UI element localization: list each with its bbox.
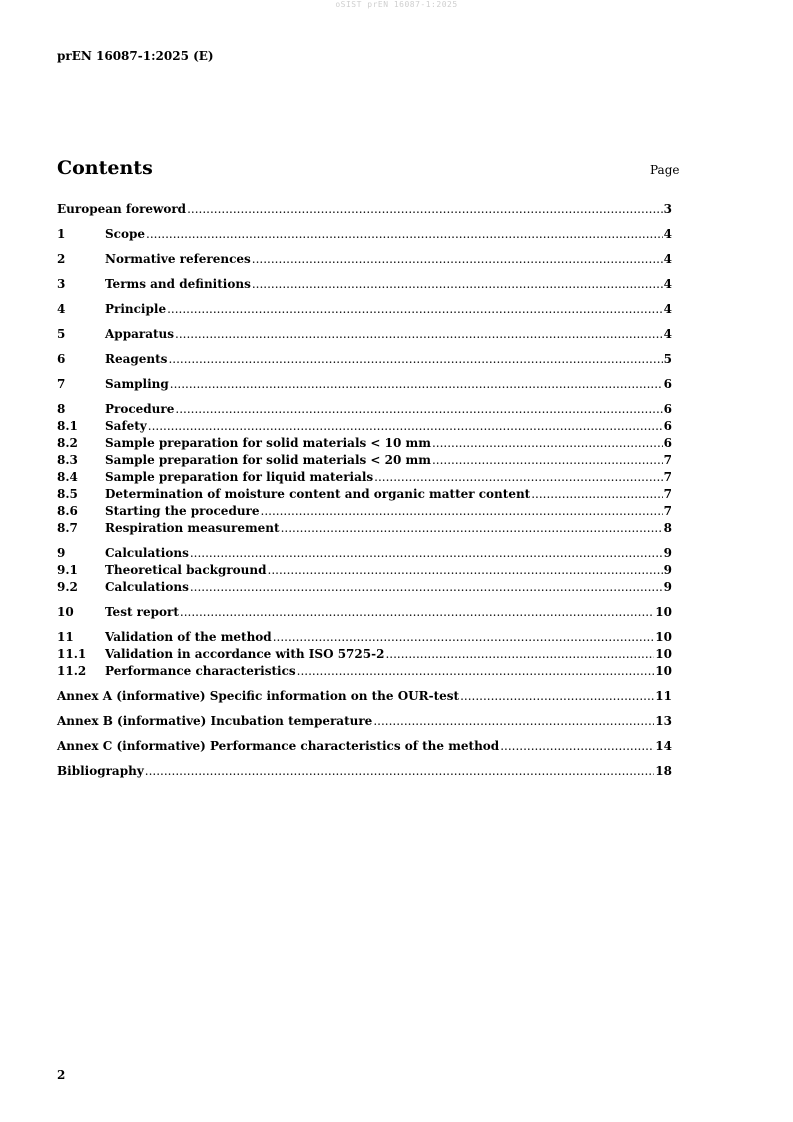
toc-entry-number: 1: [57, 227, 66, 241]
watermark: oSIST prEN 16087-1:2025: [335, 0, 458, 9]
toc-entry-number: 8.5: [57, 487, 78, 501]
toc-entry[interactable]: [57, 376, 672, 393]
toc-entry-page: 4: [663, 302, 672, 316]
toc-entry[interactable]: [57, 251, 672, 268]
dot-leader: [385, 646, 654, 663]
toc-entry-page: 5: [663, 352, 672, 366]
dot-leader: [273, 629, 655, 646]
toc-entry-page: 4: [663, 277, 672, 291]
toc-entry-title: Annex C (informative) Performance characteristics of the method: [57, 739, 500, 753]
toc-entry-title: Bibliography: [57, 764, 144, 778]
dot-leader: [146, 226, 663, 243]
toc-entry-number: 8.7: [57, 521, 78, 535]
toc-entry-title: Terms and definitions: [105, 277, 251, 291]
dot-leader: [297, 663, 655, 680]
toc-entry-page: 4: [663, 327, 672, 341]
toc-entry[interactable]: [57, 545, 672, 562]
toc-entry-number: 8.4: [57, 470, 78, 484]
toc-entry[interactable]: [57, 604, 672, 621]
toc-entry[interactable]: [57, 713, 672, 730]
toc-entry-number: 9.2: [57, 580, 78, 594]
toc-entry[interactable]: [57, 503, 672, 520]
toc-entry-page: 8: [663, 521, 672, 535]
dot-leader: [252, 251, 663, 268]
contents-heading: Contents: [57, 157, 153, 179]
dot-leader: [145, 763, 655, 780]
toc-entry-title: Test report: [105, 605, 179, 619]
toc-entry-page: 10: [655, 630, 672, 644]
toc-entry-page: 3: [663, 202, 672, 216]
dot-leader: [281, 520, 663, 537]
toc-entry-number: 9.1: [57, 563, 78, 577]
page-column-label: Page: [650, 163, 680, 177]
toc-entry-page: 9: [663, 563, 672, 577]
toc-entry-title: Normative references: [105, 252, 251, 266]
toc-entry[interactable]: [57, 276, 672, 293]
toc-entry-title: Determination of moisture content and organic matter content: [105, 487, 531, 501]
dot-leader: [190, 579, 663, 596]
toc-entry-page: 6: [663, 377, 672, 391]
toc-entry[interactable]: [57, 301, 672, 318]
toc-entry[interactable]: [57, 418, 672, 435]
toc-entry-page: 4: [663, 227, 672, 241]
toc-entry-title: Validation of the method: [105, 630, 272, 644]
toc-entry[interactable]: [57, 226, 672, 243]
toc-entry[interactable]: [57, 351, 672, 368]
toc-entry-page: 7: [663, 453, 672, 467]
dot-leader: [373, 713, 654, 730]
toc-entry-number: 3: [57, 277, 66, 291]
toc-entry-number: 8.2: [57, 436, 78, 450]
toc-entry-page: 18: [655, 764, 672, 778]
toc-entry[interactable]: [57, 401, 672, 418]
dot-leader: [268, 562, 663, 579]
toc-entry[interactable]: [57, 326, 672, 343]
toc-entry-page: 6: [663, 402, 672, 416]
toc-entry-title: Sampling: [105, 377, 169, 391]
toc-entry-title: Calculations: [105, 580, 189, 594]
dot-leader: [190, 545, 663, 562]
toc-entry-title: Apparatus: [105, 327, 174, 341]
dot-leader: [148, 418, 663, 435]
toc-entry-number: 7: [57, 377, 66, 391]
dot-leader: [170, 376, 663, 393]
toc-entry-page: 10: [655, 647, 672, 661]
toc-entry[interactable]: [57, 201, 672, 218]
dot-leader: [167, 301, 663, 318]
toc-entry[interactable]: [57, 763, 672, 780]
toc-entry[interactable]: [57, 663, 672, 680]
dot-leader: [175, 326, 663, 343]
toc-entry-title: Principle: [105, 302, 167, 316]
toc-entry[interactable]: [57, 486, 672, 503]
dot-leader: [374, 469, 662, 486]
toc-entry-title: Scope: [105, 227, 146, 241]
toc-entry-number: 9: [57, 546, 66, 560]
toc-entry-page: 11: [655, 689, 672, 703]
toc-entry-title: Annex A (informative) Specific information on the OUR-test: [57, 689, 460, 703]
dot-leader: [168, 351, 662, 368]
toc-entry-page: 13: [655, 714, 672, 728]
toc-entry-page: 7: [663, 487, 672, 501]
dot-leader: [432, 452, 663, 469]
toc-entry-page: 9: [663, 580, 672, 594]
toc-entry-title: Theoretical background: [105, 563, 267, 577]
toc-entry[interactable]: [57, 435, 672, 452]
dot-leader: [531, 486, 662, 503]
toc-entry-number: 10: [57, 605, 74, 619]
page-number: 2: [57, 1068, 66, 1082]
toc-entry-title: Reagents: [105, 352, 168, 366]
dot-leader: [180, 604, 654, 621]
dot-leader: [261, 503, 663, 520]
toc-entry-number: 8.1: [57, 419, 78, 433]
toc-entry-number: 11.1: [57, 647, 87, 661]
toc-entry-page: 10: [655, 664, 672, 678]
toc-entry-number: 8.3: [57, 453, 78, 467]
toc-entry-title: Validation in accordance with ISO 5725-2: [105, 647, 385, 661]
toc-entry-title: Procedure: [105, 402, 175, 416]
toc-entry-page: 6: [663, 419, 672, 433]
toc-entry[interactable]: [57, 469, 672, 486]
toc-entry[interactable]: [57, 688, 672, 705]
toc-entry-number: 2: [57, 252, 66, 266]
dot-leader: [175, 401, 662, 418]
toc-entry-number: 5: [57, 327, 66, 341]
dot-leader: [187, 201, 663, 218]
toc-entry-title: Safety: [105, 419, 147, 433]
table-of-contents: [57, 201, 672, 780]
toc-entry-title: Performance characteristics: [105, 664, 296, 678]
toc-entry-page: 7: [663, 504, 672, 518]
dot-leader: [252, 276, 663, 293]
toc-entry-title: Sample preparation for solid materials < 10 mm: [105, 436, 431, 450]
toc-entry-page: 14: [655, 739, 672, 753]
toc-entry-number: 6: [57, 352, 66, 366]
toc-entry-page: 4: [663, 252, 672, 266]
toc-entry-title: Starting the procedure: [105, 504, 260, 518]
toc-entry-page: 7: [663, 470, 672, 484]
dot-leader: [460, 688, 654, 705]
toc-entry-number: 11: [57, 630, 74, 644]
toc-entry-number: 8: [57, 402, 66, 416]
toc-entry-number: 11.2: [57, 664, 87, 678]
toc-entry-title: Sample preparation for solid materials < 20 mm: [105, 453, 431, 467]
toc-entry[interactable]: [57, 646, 672, 663]
toc-entry-title: Respiration measurement: [105, 521, 280, 535]
toc-entry[interactable]: [57, 738, 672, 755]
toc-entry[interactable]: [57, 579, 672, 596]
dot-leader: [432, 435, 663, 452]
toc-entry-title: Calculations: [105, 546, 189, 560]
toc-entry-page: 9: [663, 546, 672, 560]
toc-entry[interactable]: [57, 629, 672, 646]
document-id: prEN 16087-1:2025 (E): [57, 49, 214, 63]
toc-entry-title: Sample preparation for liquid materials: [105, 470, 374, 484]
toc-entry-title: Annex B (informative) Incubation temperature: [57, 714, 373, 728]
toc-entry-page: 6: [663, 436, 672, 450]
toc-entry-number: 8.6: [57, 504, 78, 518]
toc-entry[interactable]: [57, 562, 672, 579]
toc-entry[interactable]: [57, 520, 672, 537]
toc-entry-number: 4: [57, 302, 66, 316]
toc-entry-title: European foreword: [57, 202, 187, 216]
toc-entry[interactable]: [57, 452, 672, 469]
toc-entry-page: 10: [655, 605, 672, 619]
dot-leader: [500, 738, 654, 755]
